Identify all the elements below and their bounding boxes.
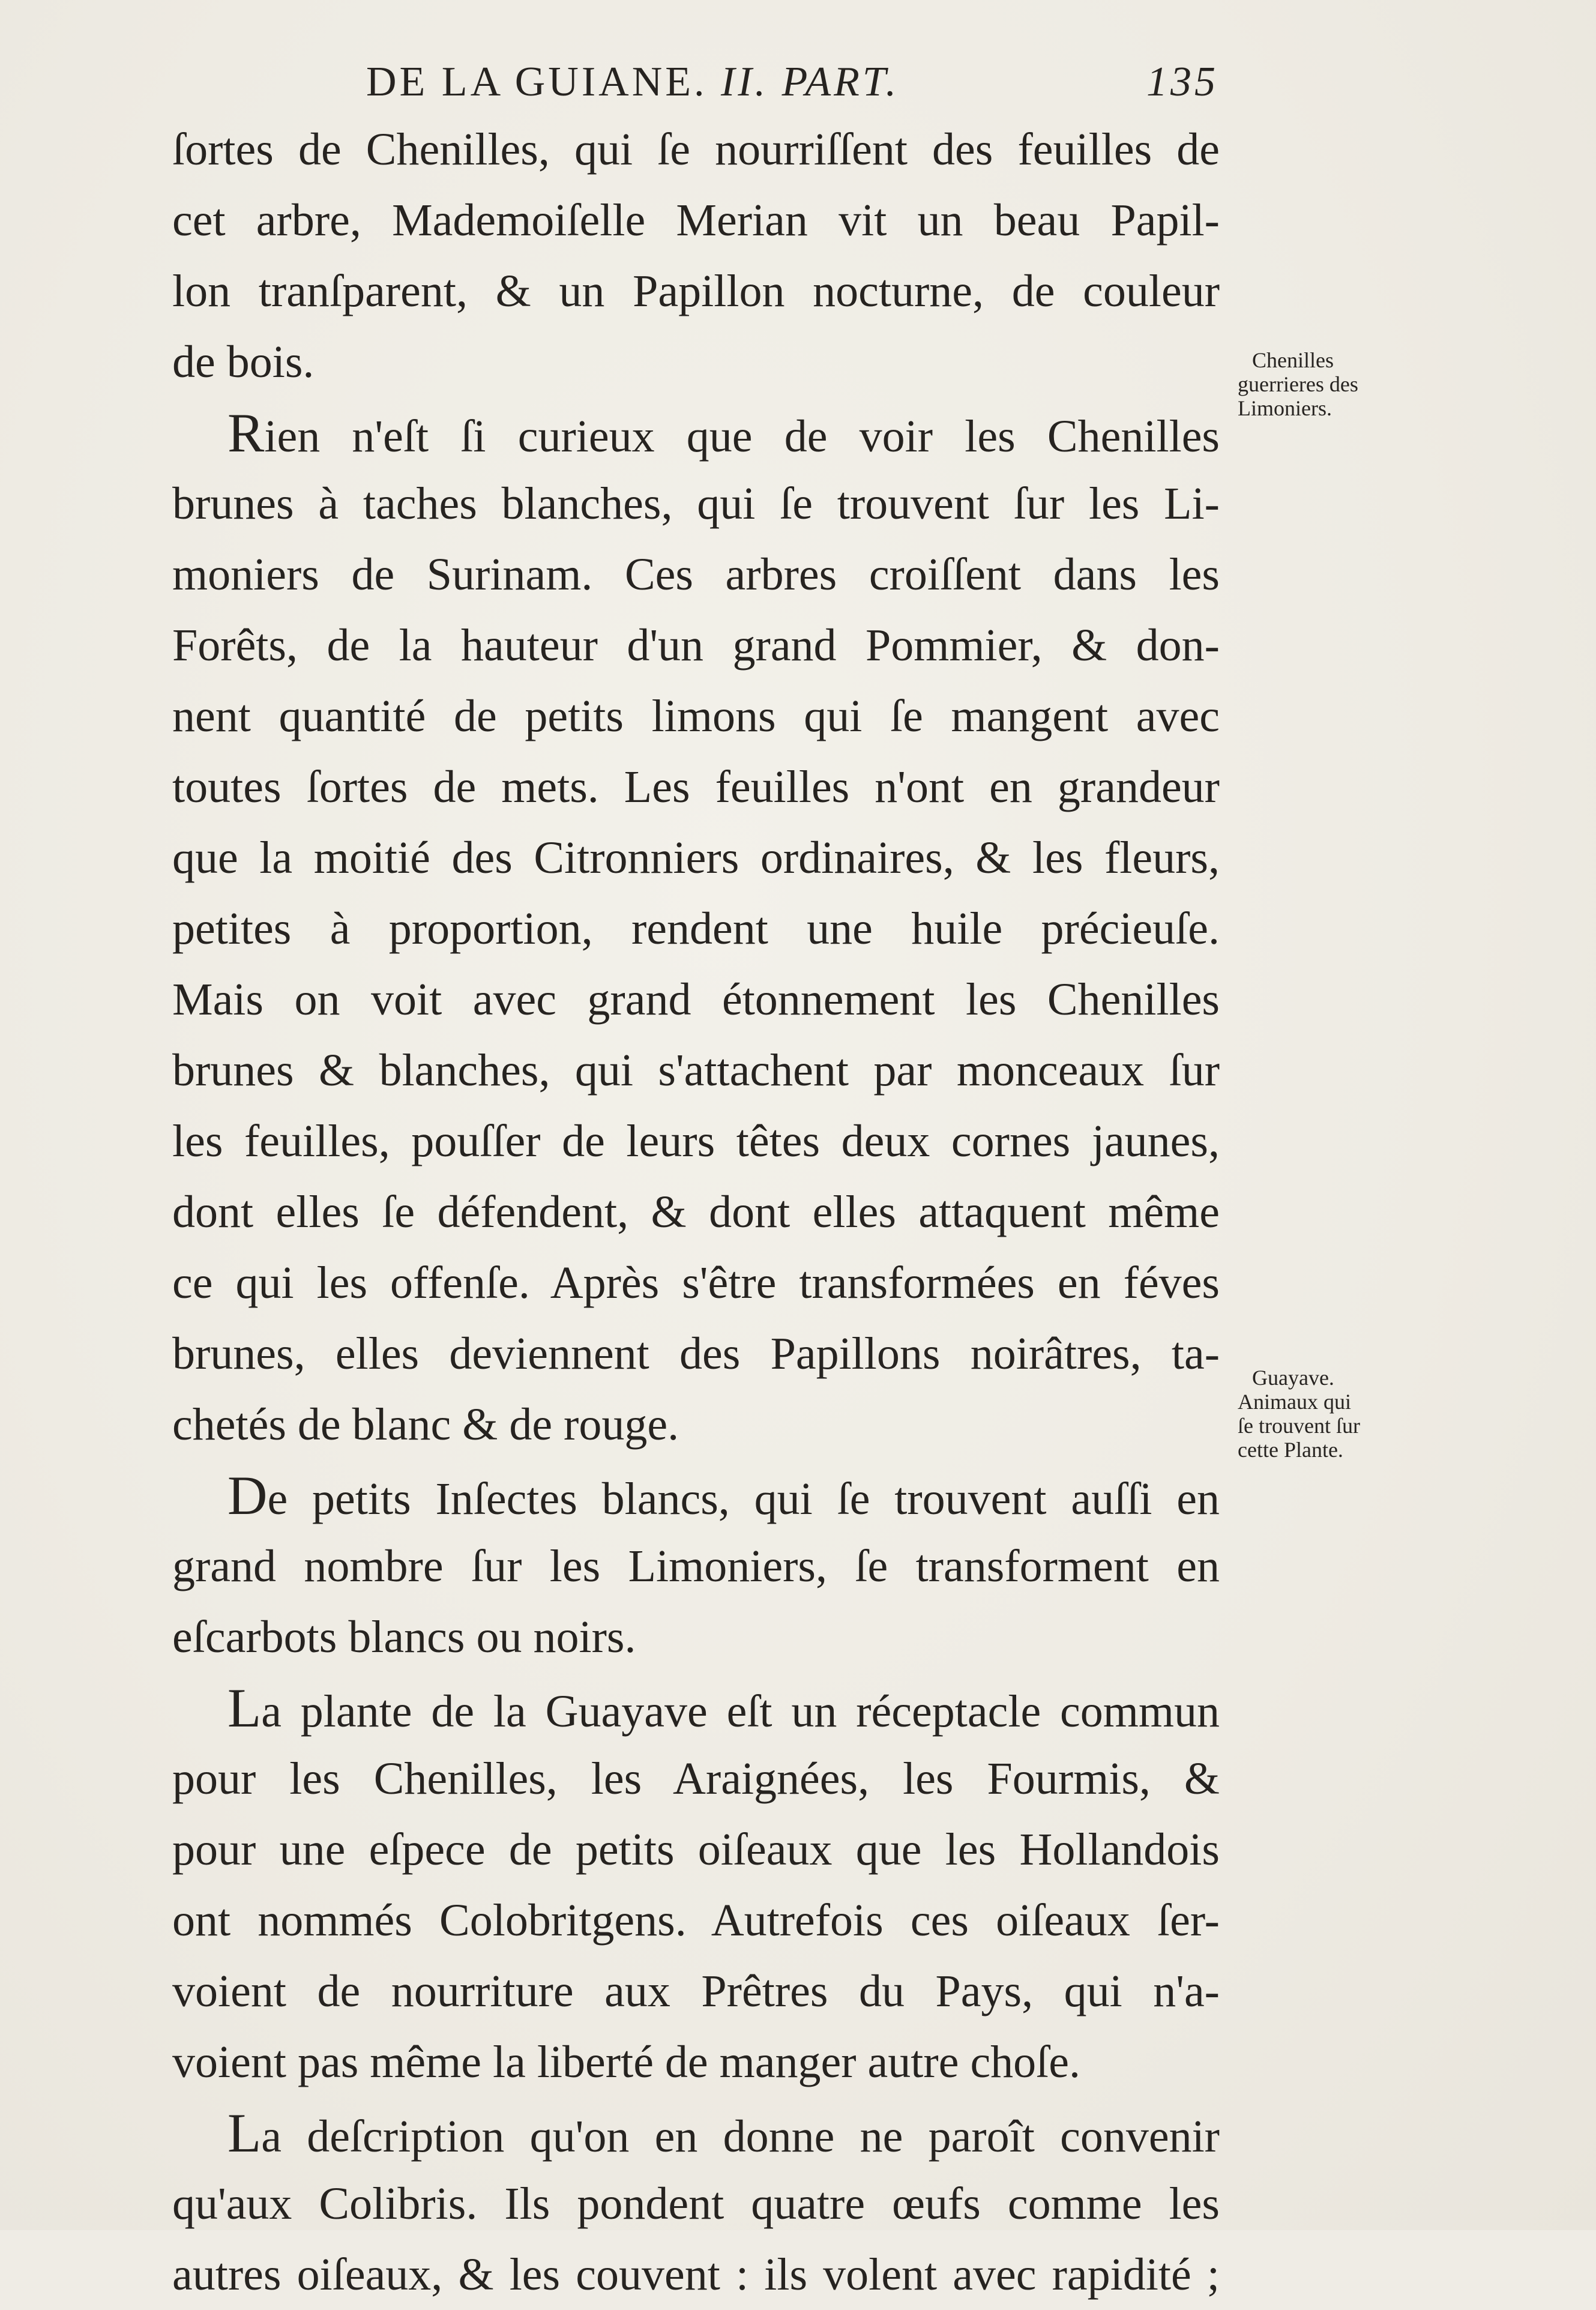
text-line: petites à proportion, rendent une huile précieuſe. — [172, 903, 1220, 954]
margin-note-line: Animaux qui — [1238, 1390, 1351, 1414]
text-line: voient pas même la liberté de manger autre choſe. — [172, 2037, 1081, 2087]
text-line: qu'aux Colibris. Ils pondent quatre œufs comme les — [172, 2179, 1220, 2229]
text-line: Forêts, de la hauteur d'un grand Pommier, & don- — [172, 620, 1220, 671]
text-line: dont elles ſe défendent, & dont elles attaquent même — [172, 1187, 1220, 1237]
text-line: Mais on voit avec grand étonnement les Chenilles — [172, 974, 1220, 1025]
paragraph-start-line: Rien n'eſt ſi curieux que de voir les Chenilles — [227, 402, 1220, 463]
text-line: voient de nourriture aux Prêtres du Pays, qui n'a- — [172, 1966, 1220, 2016]
margin-note-guayave — [1238, 1366, 1430, 1462]
text-line: ont nommés Colobritgens. Autrefois ces oiſeaux ſer- — [172, 1895, 1220, 1946]
paragraph-start-line: La plante de la Guayave eſt un réceptacle commun — [227, 1677, 1220, 1739]
text-line: les feuilles, pouſſer de leurs têtes deux cornes jaunes, — [172, 1116, 1220, 1166]
margin-note-line: guerrieres des — [1238, 372, 1358, 396]
text-line: cet arbre, Mademoiſelle Merian vit un beau Papil- — [172, 195, 1220, 246]
text-line: nent quantité de petits limons qui ſe mangent avec — [172, 691, 1220, 741]
margin-note-line: Chenilles — [1252, 348, 1334, 372]
text-line: eſcarbots blancs ou noirs. — [172, 1612, 636, 1662]
running-title-text: DE LA GUIANE. — [366, 59, 708, 105]
margin-note-line: Limoniers. — [1238, 396, 1332, 420]
text-line: brunes, elles deviennent des Papillons noirâtres, ta- — [172, 1328, 1220, 1379]
text-line: autres oiſeaux, & les couvent : ils volent avec rapidité ; — [172, 2249, 1220, 2300]
paragraph-start-line: La deſcription qu'on en donne ne paroît convenir — [227, 2102, 1220, 2164]
page-number: 135 — [1146, 59, 1218, 105]
text-line: moniers de Surinam. Ces arbres croiſſent dans les — [172, 549, 1220, 600]
text-line: que la moitié des Citronniers ordinaires, & les fleurs, — [172, 833, 1220, 883]
text-line: lon tranſparent, & un Papillon nocturne, de couleur — [172, 266, 1220, 316]
text-line: ſortes de Chenilles, qui ſe nourriſſent des feuilles de — [172, 124, 1220, 175]
text-line: chetés de blanc & de rouge. — [172, 1399, 679, 1450]
text-line: pour une eſpece de petits oiſeaux que les Hollandois — [172, 1824, 1220, 1875]
margin-note-line: cette Plante. — [1238, 1438, 1343, 1462]
margin-note-chenilles — [1238, 348, 1430, 420]
body-text — [172, 114, 1220, 2310]
text-line: brunes à taches blanches, qui ſe trouvent ſur les Li- — [172, 478, 1220, 529]
running-title-part: II. PART. — [721, 59, 900, 105]
text-line: ce qui les offenſe. Après s'être transformées en féves — [172, 1258, 1220, 1308]
paragraph-start-line: De petits Inſectes blancs, qui ſe trouvent auſſi en — [227, 1465, 1220, 1526]
text-line: pour les Chenilles, les Araignées, les Fourmis, & — [172, 1754, 1220, 1804]
running-title — [366, 55, 899, 109]
text-line: brunes & blanches, qui s'attachent par monceaux ſur — [172, 1045, 1220, 1096]
text-line: toutes ſortes de mets. Les feuilles n'ont en grandeur — [172, 762, 1220, 812]
margin-note-line: ſe trouvent ſur — [1238, 1414, 1360, 1438]
text-line: grand nombre ſur les Limoniers, ſe transforment en — [172, 1541, 1220, 1591]
margin-note-line: Guayave. — [1252, 1366, 1334, 1390]
running-head — [366, 55, 1218, 109]
text-line: de bois. — [172, 337, 315, 387]
